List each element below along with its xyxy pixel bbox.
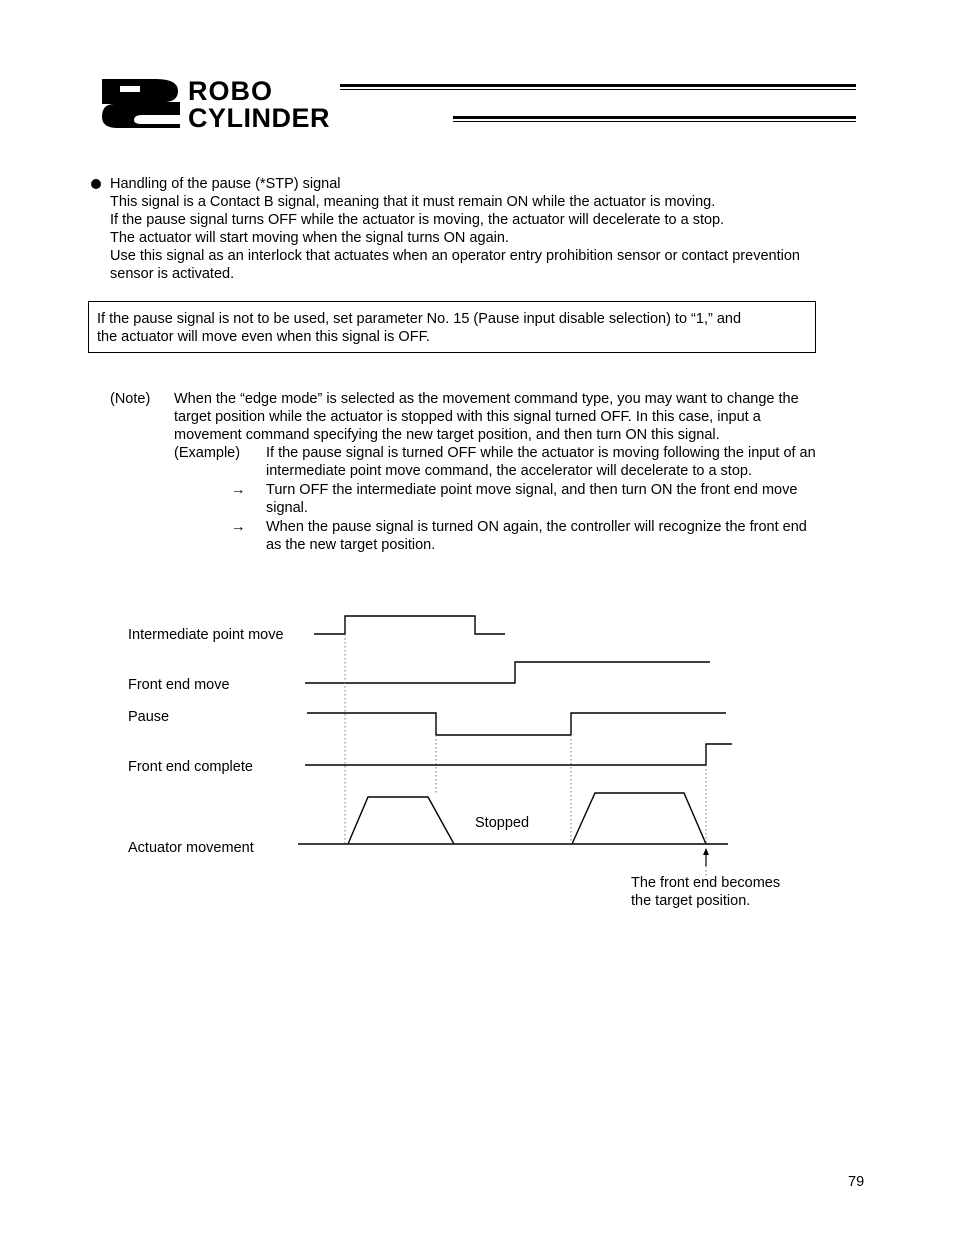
signal-label-actuator: Actuator movement <box>128 840 254 856</box>
stopped-label: Stopped <box>475 815 530 831</box>
signal-label-front-complete: Front end complete <box>128 759 253 775</box>
waveform-intermediate <box>314 616 505 634</box>
bullet-line: Use this signal as an interlock that actuates when an operator entry prohibition sensor or contact prevention <box>110 248 800 264</box>
step-line: signal. <box>266 500 308 516</box>
step-line: as the new target position. <box>266 537 436 553</box>
note-label: (Note) <box>110 391 151 407</box>
box-line: the actuator will move even when this signal is OFF. <box>97 329 430 345</box>
svg-text:CYLINDER: CYLINDER <box>188 103 331 129</box>
signal-label-intermediate: Intermediate point move <box>128 627 284 643</box>
bullet-line: sensor is activated. <box>110 266 235 282</box>
target-note-line: The front end becomes <box>631 875 781 891</box>
note-line: target position while the actuator is stopped with this signal turned OFF. In this case, input a <box>174 409 761 425</box>
bullet-line: The actuator will start moving when the signal turns ON again. <box>110 230 509 246</box>
step-line: Turn OFF the intermediate point move signal, and then turn ON the front end move <box>266 482 798 498</box>
target-note-line: the target position. <box>631 893 751 909</box>
bullet-line: If the pause signal turns OFF while the actuator is moving, the actuator will decelerate to a stop. <box>110 212 725 228</box>
signal-waveforms <box>298 616 732 844</box>
example-line: If the pause signal is turned OFF while the actuator is moving following the input of an <box>266 445 816 461</box>
arrow-right-icon: → <box>231 482 246 498</box>
page-number: 79 <box>848 1174 865 1190</box>
note-line: When the “edge mode” is selected as the movement command type, you may want to change the <box>174 391 799 407</box>
example-line: intermediate point move command, the accelerator will decelerate to a stop. <box>266 463 752 479</box>
waveform-pause <box>307 713 726 735</box>
note-line: movement command specifying the new target position, and then turn ON this signal. <box>174 427 720 443</box>
box-line: If the pause signal is not to be used, set parameter No. 15 (Pause input disable selection) to “1,” and <box>97 311 742 327</box>
signal-label-front-move: Front end move <box>128 677 230 693</box>
bullet-title: Handling of the pause (*STP) signal <box>110 176 341 192</box>
example-label: (Example) <box>174 445 241 461</box>
waveform-front-move <box>305 662 710 683</box>
svg-text:ROBO: ROBO <box>188 77 273 106</box>
step-line: When the pause signal is turned ON again, the controller will recognize the front end <box>266 519 807 535</box>
signal-label-pause: Pause <box>128 709 170 725</box>
waveform-actuator-move-1 <box>348 797 454 844</box>
waveform-front-complete <box>305 744 732 765</box>
arrow-up-icon <box>703 848 709 866</box>
bullet-line: This signal is a Contact B signal, meaning that it must remain ON while the actuator is moving. <box>110 194 716 210</box>
arrow-right-icon: → <box>231 519 246 535</box>
timing-guides <box>345 634 706 876</box>
waveform-actuator-move-2 <box>572 793 706 844</box>
